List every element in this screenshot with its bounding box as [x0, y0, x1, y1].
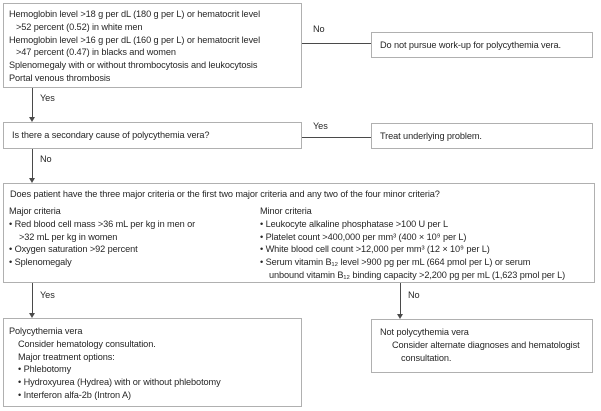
polycythemia-vera-box: [3, 318, 302, 407]
text-line: consultation.: [401, 352, 452, 363]
no-workup-text: Do not pursue work-up for polycythemia vera.: [380, 39, 561, 50]
text-line: • Red blood cell mass >36 mL per kg in men or: [9, 218, 195, 231]
criteria-question: Does patient have the three major criteria or the first two major criteria and any two of the four minor criteria?: [10, 189, 440, 199]
secondary-no-label: No: [40, 154, 52, 164]
major-criteria-list: [9, 218, 195, 269]
connector-entry-yes-line: [32, 88, 33, 117]
connector-secondary-no-line: [32, 149, 33, 178]
text-line: Major treatment options:: [18, 351, 115, 362]
text-line: >32 mL per kg in women: [19, 231, 118, 242]
criteria-no-label: No: [408, 290, 420, 300]
text-line: Polycythemia vera: [9, 326, 83, 336]
treat-underlying-text: Treat underlying problem.: [380, 130, 482, 141]
minor-criteria-column: [260, 205, 565, 282]
text-line: Consider alternate diagnoses and hematologist: [392, 339, 580, 350]
text-line: • Splenomegaly: [9, 256, 195, 269]
major-criteria-column: [9, 205, 195, 269]
secondary-cause-box: [3, 122, 302, 149]
text-line: Portal venous thrombosis: [9, 72, 111, 83]
connector-secondary-yes-line: [302, 137, 371, 138]
connector-criteria-yes-line: [32, 283, 33, 313]
minor-criteria-title: Minor criteria: [260, 206, 312, 216]
text-line: unbound vitamin B₁₂ binding capacity >2,200 pg per mL (1,623 pmol per L): [269, 269, 566, 280]
text-line: >52 percent (0.52) in white men: [16, 21, 143, 32]
connector-entry-no-line: [302, 43, 371, 44]
text-line: >47 percent (0.47) in blacks and women: [16, 47, 176, 58]
text-line: • Oxygen saturation >92 percent: [9, 243, 195, 256]
connector-criteria-no-line: [400, 283, 401, 314]
secondary-yes-label: Yes: [313, 121, 328, 131]
secondary-cause-text: Is there a secondary cause of polycythemia vera?: [12, 130, 210, 141]
text-line: Splenomegaly with or without thrombocytosis and leukocytosis: [9, 60, 258, 71]
text-line: • Serum vitamin B₁₂ level >900 pg per mL (664 pmol per L) or serum: [260, 256, 565, 269]
treat-underlying-box: [371, 123, 593, 149]
text-line: Hemoglobin level >18 g per dL (180 g per L) or hematocrit level: [9, 9, 261, 19]
entry-criteria-box: [3, 3, 302, 88]
text-line: • Platelet count >400,000 per mm³ (400 × 10⁹ per L): [260, 231, 565, 244]
text-line: Consider hematology consultation.: [18, 338, 156, 349]
no-workup-box: [371, 32, 593, 58]
text-line: • Leukocyte alkaline phosphatase >100 U per L: [260, 218, 565, 231]
major-criteria-title: Major criteria: [9, 206, 61, 216]
criteria-yes-label: Yes: [40, 290, 55, 300]
text-line: • Hydroxyurea (Hydrea) with or without phlebotomy: [9, 376, 296, 389]
text-line: • White blood cell count >12,000 per mm³ (12 × 10⁹ per L): [260, 243, 565, 256]
criteria-question-box: [3, 183, 595, 283]
entry-no-label: No: [313, 24, 325, 34]
text-line: Hemoglobin level >16 g per dL (160 g per L) or hematocrit level: [9, 34, 261, 45]
text-line: Not polycythemia vera: [380, 327, 469, 337]
entry-yes-label: Yes: [40, 93, 55, 103]
minor-criteria-list: [260, 218, 565, 282]
text-line: • Interferon alfa-2b (Intron A): [9, 389, 296, 402]
not-polycythemia-vera-box: [371, 319, 593, 373]
text-line: • Phlebotomy: [9, 363, 296, 376]
